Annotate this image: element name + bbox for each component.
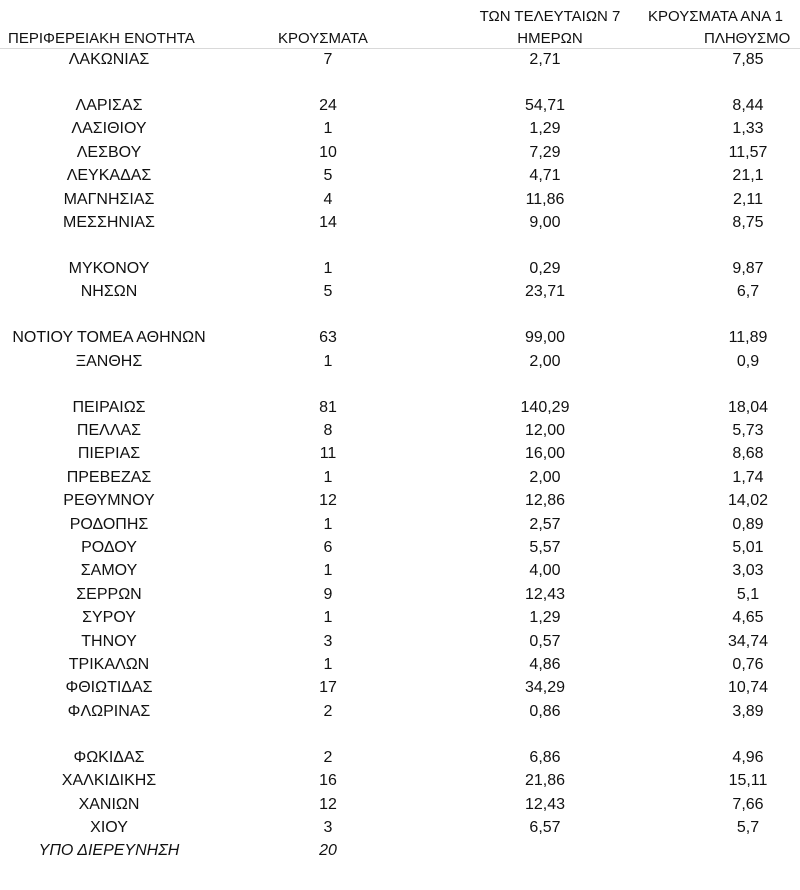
region-name-cell: ΡΟΔΟΥ (81, 539, 137, 557)
region-name-cell: ΤΡΙΚΑΛΩΝ (68, 655, 150, 673)
last-7-days-cell: 54,71 (524, 96, 566, 114)
table-body (0, 49, 800, 864)
header-cases-per-population-line2: ΠΛΗΘΥΣΜΟ (704, 30, 791, 47)
last-7-days-cell: 21,86 (524, 772, 566, 790)
region-name-cell: ΧΙΟΥ (90, 818, 128, 836)
region-name-cell: ΛΑΚΩΝΙΑΣ (68, 51, 150, 68)
cases-per-population-cell: 11,57 (728, 143, 768, 161)
cases-per-population-cell: 4,65 (732, 609, 764, 627)
cases-per-population-cell: 0,76 (732, 655, 764, 673)
last-7-days-cell: 140,29 (520, 398, 570, 416)
header-last-7-days-line1: ΤΩΝ ΤΕΛΕΥΤΑΙΩΝ 7 (479, 8, 621, 25)
region-name-cell: ΛΑΡΙΣΑΣ (75, 96, 143, 114)
cases-cell: 81 (319, 398, 337, 416)
cases-per-population-cell: 5,01 (732, 539, 764, 557)
header-cases: ΚΡΟΥΣΜΑΤΑ (278, 30, 368, 47)
table-row (0, 770, 800, 793)
cases-cell: 12 (319, 795, 337, 813)
last-7-days-cell: 2,00 (529, 352, 561, 370)
table-spacer-row (0, 235, 800, 258)
region-name-cell: ΜΥΚΟΝΟΥ (68, 259, 150, 277)
table-row (0, 258, 800, 281)
header-last-7-days-line2: ΗΜΕΡΩΝ (517, 30, 583, 47)
cases-per-population-cell: 21,1 (732, 167, 764, 185)
region-name-cell: ΛΕΥΚΑΔΑΣ (66, 167, 152, 185)
table-row (0, 327, 800, 350)
region-name-cell: ΥΠΟ ΔΙΕΡΕΥΝΗΣΗ (38, 842, 180, 860)
cases-per-population-cell: 0,89 (732, 515, 764, 533)
cases-per-population-cell: 8,44 (732, 96, 764, 114)
last-7-days-cell: 1,29 (529, 120, 561, 138)
cases-per-population-cell: 8,68 (732, 445, 764, 463)
last-7-days-cell: 6,57 (529, 818, 561, 836)
table-row (0, 49, 800, 72)
cases-cell: 5 (323, 167, 333, 185)
cases-cell: 1 (323, 352, 333, 370)
cases-cell: 2 (323, 748, 333, 766)
table-row (0, 654, 800, 677)
table-row (0, 212, 800, 235)
region-name-cell: ΝΟΤΙΟΥ ΤΟΜΕΑ ΑΘΗΝΩΝ (12, 329, 206, 347)
table-row (0, 514, 800, 537)
table-row (0, 281, 800, 304)
last-7-days-cell: 6,86 (529, 748, 561, 766)
table-row (0, 607, 800, 630)
table-row (0, 794, 800, 817)
last-7-days-cell: 0,86 (529, 702, 561, 720)
cases-cell: 1 (323, 562, 333, 580)
cases-per-population-cell: 10,74 (727, 679, 769, 697)
cases-cell: 4 (323, 190, 333, 208)
header-cases-per-population (648, 6, 790, 50)
cases-cell: 1 (323, 515, 333, 533)
cases-cell: 1 (323, 468, 333, 486)
region-name-cell: ΛΕΣΒΟΥ (76, 143, 142, 161)
cases-cell: 14 (319, 213, 337, 231)
cases-per-population-cell: 5,7 (736, 818, 760, 836)
last-7-days-cell: 12,86 (524, 492, 566, 510)
header-cases-per-population-line1: ΚΡΟΥΣΜΑΤΑ ΑΝΑ 1 (648, 8, 783, 25)
region-name-cell: ΡΟΔΟΠΗΣ (69, 515, 149, 533)
region-name-cell: ΝΗΣΩΝ (80, 283, 138, 301)
table-spacer-row (0, 72, 800, 95)
last-7-days-cell: 2,00 (529, 468, 561, 486)
cases-per-population-cell: 5,1 (736, 585, 760, 603)
last-7-days-cell: 1,29 (529, 609, 561, 627)
table-spacer-row (0, 374, 800, 397)
region-name-cell: ΧΑΛΚΙΔΙΚΗΣ (61, 772, 157, 790)
region-name-cell: ΠΕΛΛΑΣ (76, 422, 142, 440)
cases-per-population-cell: 15,11 (728, 772, 768, 790)
cases-cell: 10 (319, 143, 337, 161)
table-row (0, 420, 800, 443)
last-7-days-cell: 2,71 (529, 51, 561, 68)
table-row (0, 351, 800, 374)
cases-per-population-cell: 7,66 (732, 795, 764, 813)
last-7-days-cell: 9,00 (529, 213, 561, 231)
region-name-cell: ΡΕΘΥΜΝΟΥ (63, 492, 155, 510)
cases-cell: 1 (323, 655, 333, 673)
header-region-unit: ΠΕΡΙΦΕΡΕΙΑΚΗ ΕΝΟΤΗΤΑ (8, 30, 195, 47)
cases-cell: 9 (323, 585, 333, 603)
cases-cell: 5 (323, 283, 333, 301)
cases-per-population-cell: 9,87 (732, 259, 764, 277)
cases-per-population-cell: 0,9 (736, 352, 760, 370)
cases-per-population-cell: 4,96 (732, 748, 764, 766)
table-row (0, 747, 800, 770)
cases-per-population-cell: 3,89 (732, 702, 764, 720)
region-name-cell: ΠΕΙΡΑΙΩΣ (72, 398, 146, 416)
last-7-days-cell: 23,71 (524, 283, 566, 301)
cases-per-population-cell: 14,02 (727, 492, 769, 510)
cases-cell: 12 (319, 492, 337, 510)
table-row (0, 467, 800, 490)
cases-cell: 63 (319, 329, 337, 347)
table-row (0, 840, 800, 863)
cases-per-population-cell: 3,03 (732, 562, 764, 580)
last-7-days-cell: 4,71 (529, 167, 561, 185)
table-row (0, 165, 800, 188)
cases-cell: 3 (323, 818, 333, 836)
table-row (0, 560, 800, 583)
cases-cell: 11 (319, 445, 337, 463)
header-last-7-days (450, 6, 650, 50)
cases-cell: 6 (323, 539, 333, 557)
region-name-cell: ΠΡΕΒΕΖΑΣ (66, 468, 152, 486)
table-row (0, 631, 800, 654)
last-7-days-cell: 12,00 (524, 422, 566, 440)
region-name-cell: ΣΕΡΡΩΝ (76, 585, 142, 603)
last-7-days-cell: 4,00 (529, 562, 561, 580)
table-row (0, 537, 800, 560)
cases-per-population-cell: 5,73 (732, 422, 764, 440)
cases-cell: 1 (323, 609, 333, 627)
table-row (0, 189, 800, 212)
region-name-cell: ΞΑΝΘΗΣ (75, 352, 143, 370)
last-7-days-cell: 2,57 (529, 515, 561, 533)
last-7-days-cell: 5,57 (529, 539, 561, 557)
cases-per-population-cell: 8,75 (732, 213, 764, 231)
table-row (0, 701, 800, 724)
cases-per-population-cell: 11,89 (728, 329, 768, 347)
region-name-cell: ΦΛΩΡΙΝΑΣ (67, 702, 151, 720)
cases-per-population-cell: 1,33 (732, 120, 764, 138)
cases-cell: 7 (323, 51, 333, 68)
last-7-days-cell: 12,43 (524, 585, 566, 603)
last-7-days-cell: 16,00 (524, 445, 566, 463)
region-name-cell: ΦΩΚΙΔΑΣ (73, 748, 145, 766)
cases-cell: 16 (319, 772, 337, 790)
cases-per-population-cell: 7,85 (732, 51, 764, 68)
cases-per-population-cell: 34,74 (727, 632, 769, 650)
region-name-cell: ΛΑΣΙΘΙΟΥ (71, 120, 147, 138)
cases-cell: 1 (323, 259, 333, 277)
cases-per-population-cell: 1,74 (732, 468, 764, 486)
table-spacer-row (0, 305, 800, 328)
last-7-days-cell: 7,29 (529, 143, 561, 161)
last-7-days-cell: 4,86 (529, 655, 561, 673)
region-name-cell: ΦΘΙΩΤΙΔΑΣ (65, 679, 153, 697)
table-row (0, 397, 800, 420)
last-7-days-cell: 0,57 (529, 632, 561, 650)
table-row (0, 584, 800, 607)
region-name-cell: ΣΥΡΟΥ (82, 609, 136, 627)
region-name-cell: ΣΑΜΟΥ (80, 562, 138, 580)
region-name-cell: ΠΙΕΡΙΑΣ (77, 445, 141, 463)
region-name-cell: ΧΑΝΙΩΝ (78, 795, 140, 813)
table-row (0, 490, 800, 513)
table-row (0, 95, 800, 118)
table-row (0, 677, 800, 700)
cases-cell: 20 (319, 842, 337, 860)
table-row (0, 142, 800, 165)
cases-cell: 8 (323, 422, 333, 440)
table-spacer-row (0, 724, 800, 747)
region-name-cell: ΜΑΓΝΗΣΙΑΣ (63, 190, 155, 208)
table-row (0, 443, 800, 466)
cases-cell: 3 (323, 632, 333, 650)
cases-cell: 24 (319, 96, 337, 114)
cases-cell: 1 (323, 120, 333, 138)
table-row (0, 817, 800, 840)
cases-per-population-cell: 6,7 (736, 283, 760, 301)
region-name-cell: ΜΕΣΣΗΝΙΑΣ (63, 213, 155, 231)
cases-cell: 17 (319, 679, 337, 697)
last-7-days-cell: 34,29 (524, 679, 566, 697)
last-7-days-cell: 12,43 (524, 795, 566, 813)
last-7-days-cell: 11,86 (525, 190, 565, 208)
table-row (0, 118, 800, 141)
last-7-days-cell: 99,00 (524, 329, 566, 347)
region-name-cell: ΤΗΝΟΥ (81, 632, 137, 650)
last-7-days-cell: 0,29 (529, 259, 561, 277)
cases-per-population-cell: 2,11 (733, 190, 763, 208)
cases-cell: 2 (323, 702, 333, 720)
cases-per-population-cell: 18,04 (727, 398, 769, 416)
